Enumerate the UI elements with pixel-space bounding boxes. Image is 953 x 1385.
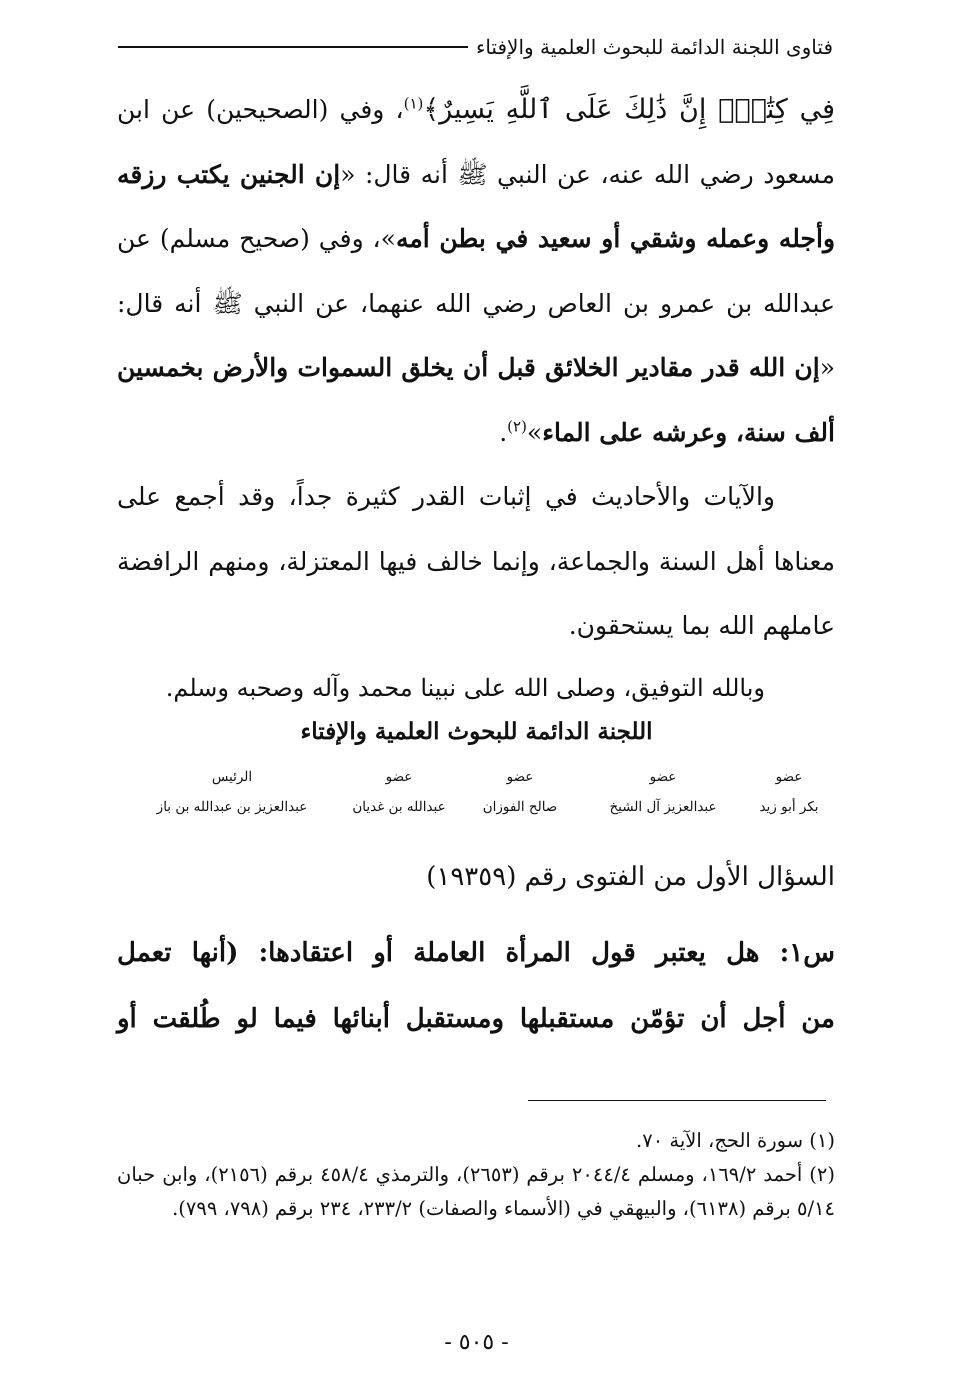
paragraph-consensus: والآيات والأحاديث في إثبات القدر كثيرة جداً، وقد أجمع على معناها أهل السنة والجماعة، وإنما خالف فيها المعتزلة، ومنهم الرافضة عاملهم الله بما يستحقون. bbox=[117, 482, 835, 640]
signatures-block bbox=[115, 762, 835, 822]
hadith-text-1: إن الجنين يكتب رزقه وأجله وعمله وشقي أو سعيد في بطن أمه bbox=[117, 159, 836, 253]
quran-verse: فِي كِتَٰبٍۚ إِنَّ ذَٰلِكَ عَلَى ٱللَّهِ يَسِيرٌ﴾ bbox=[423, 94, 835, 125]
running-header bbox=[118, 30, 833, 64]
header-rule bbox=[118, 46, 468, 48]
committee-title: اللجنة الدائمة للبحوث العلمية والإفتاء bbox=[300, 718, 653, 745]
footnotes bbox=[117, 1124, 835, 1226]
signature-member bbox=[470, 762, 570, 822]
signature-president bbox=[137, 762, 327, 822]
question-heading: السؤال الأول من الفتوى رقم (١٩٣٥٩) bbox=[426, 862, 835, 892]
footnote-1: (١) سورة الحج، الآية ٧٠. bbox=[636, 1129, 835, 1152]
signature-name: عبدالعزيز بن عبدالله بن باز bbox=[156, 799, 308, 815]
header-title: فتاوى اللجنة الدائمة للبحوث العلمية والإفتاء bbox=[475, 35, 833, 59]
signature-member bbox=[341, 762, 457, 822]
signature-role: عضو bbox=[385, 769, 413, 785]
signature-role: عضو bbox=[506, 769, 534, 785]
text-segment: ، وفي (الصحيحين) عن ابن مسعود رضي الله عنه، عن النبي ﷺ أنه قال: « bbox=[117, 95, 835, 189]
closing-line: وبالله التوفيق، وصلى الله على نبينا محمد وآله وصحبه وسلم. bbox=[165, 674, 765, 702]
signature-name: بكر أبو زيد bbox=[759, 799, 819, 815]
signature-name: عبدالله بن غديان bbox=[352, 799, 446, 815]
signature-role: عضو bbox=[649, 769, 677, 785]
footnote-separator bbox=[528, 1100, 826, 1101]
signature-name: صالح الفوزان bbox=[482, 799, 558, 815]
page-number: - ٥٠٥ - bbox=[444, 1330, 509, 1355]
footnote-ref-1[interactable]: (١) bbox=[403, 94, 424, 113]
signature-name: عبدالعزيز آل الشيخ bbox=[609, 799, 717, 815]
text-segment: . bbox=[499, 417, 508, 447]
signature-member bbox=[743, 762, 835, 822]
footnote-2: (٢) أحمد ١٦٩/٢، ومسلم ٢٠٤٤/٤ برقم (٢٦٥٣)، والترمذي ٤٥٨/٤ برقم (٢١٥٦)، وابن حبان ٥/١٤ برقم (٦١٣٨)، والبيهقي في (الأسماء والصفات) ٢٣٣/٢، ٢٣٤ برقم (٧٩٨، ٧٩٩). bbox=[117, 1163, 835, 1220]
text-segment: » bbox=[526, 417, 543, 447]
hadith-text-2: إن الله قدر مقادير الخلائق قبل أن يخلق السموات والأرض بخمسين ألف سنة، وعرشه على الماء bbox=[117, 353, 835, 447]
question-line: س١: هل يعتبر قول المرأة العاملة أو اعتقادها: (أنها تعمل bbox=[117, 938, 835, 968]
signature-member bbox=[598, 762, 728, 822]
footnote-ref-2[interactable]: (٢) bbox=[507, 417, 527, 436]
question-text bbox=[117, 920, 835, 1052]
signature-role: عضو bbox=[775, 769, 803, 785]
question-line: من أجل أن تؤمّن مستقبلها ومستقبل أبنائها فيما لو طُلقت أو bbox=[117, 1004, 835, 1034]
paragraph-evidence bbox=[117, 78, 835, 465]
signature-role: الرئيس bbox=[211, 769, 253, 785]
text-segment: »، وفي (صحيح مسلم) عن عبدالله بن عمرو بن العاص رضي الله عنهما، عن النبي ﷺ أنه قال: « bbox=[117, 224, 835, 382]
main-text bbox=[117, 78, 835, 659]
